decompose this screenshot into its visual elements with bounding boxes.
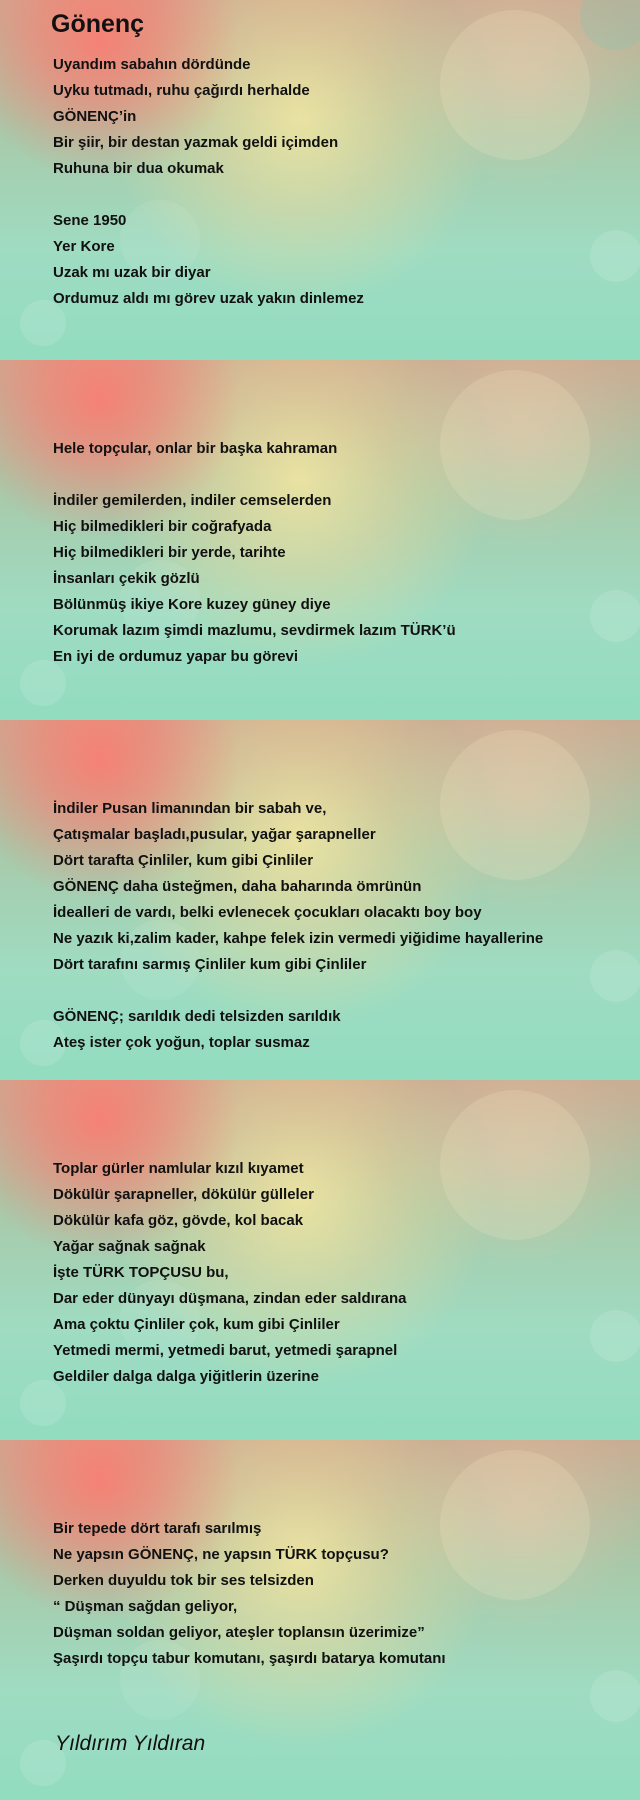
- poem-line: Bir tepede dört tarafı sarılmış: [53, 1520, 262, 1537]
- poem-panel-2: [0, 360, 640, 720]
- poem-line: Dört tarafta Çinliler, kum gibi Çinliler: [53, 852, 314, 869]
- poem-line: [53, 1490, 446, 1516]
- poem-line: En iyi de ordumuz yapar bu görevi: [53, 648, 299, 665]
- poem-line: [53, 410, 456, 436]
- poem-line: Dar eder dünyayı düşmana, zindan eder saldırana: [53, 1290, 407, 1307]
- poem-line: [53, 462, 456, 488]
- poem-line: Yer Kore: [53, 238, 115, 255]
- bokeh-decoration: [590, 950, 640, 1002]
- poem-line: Bir şiir, bir destan yazmak geldi içimden: [53, 134, 339, 151]
- poem-line: GÖNENÇ; sarıldık dedi telsizden sarıldık: [53, 1008, 341, 1025]
- poem-line: Ruhuna bir dua okumak: [53, 160, 224, 177]
- poem-line: Dökülür kafa göz, gövde, kol bacak: [53, 1212, 304, 1229]
- poem-line: İdealleri de vardı, belki evlenecek çocukları olacaktı boy boy: [53, 904, 482, 921]
- stanza: [53, 410, 456, 670]
- poem-line: Korumak lazım şimdi mazlumu, sevdirmek lazım TÜRK’ü: [53, 622, 456, 639]
- poem-line: Uzak mı uzak bir diyar: [53, 264, 211, 281]
- poem-line: Geldiler dalga dalga yiğitlerin üzerine: [53, 1368, 319, 1385]
- poem-line: Ne yapsın GÖNENÇ, ne yapsın TÜRK topçusu?: [53, 1546, 389, 1563]
- bokeh-decoration: [590, 590, 640, 642]
- stanza: [53, 52, 364, 312]
- poem-line: Derken duyuldu tok bir ses telsizden: [53, 1572, 314, 1589]
- poem-line: [53, 978, 543, 1004]
- poem-line: Düşman soldan geliyor, ateşler toplansın üzerimize”: [53, 1624, 425, 1641]
- bokeh-decoration: [590, 1310, 640, 1362]
- poem-line: Ordumuz aldı mı görev uzak yakın dinlemez: [53, 290, 364, 307]
- poem-panel-1: [0, 0, 640, 360]
- stanza: [53, 1490, 446, 1672]
- poem-line: Çatışmalar başladı,pusular, yağar şarapneller: [53, 826, 376, 843]
- poem-line: Dört tarafını sarmış Çinliler kum gibi Çinliler: [53, 956, 367, 973]
- bokeh-decoration: [440, 10, 590, 160]
- bokeh-decoration: [590, 230, 640, 282]
- bokeh-decoration: [440, 1090, 590, 1240]
- poem-line: Hiç bilmedikleri bir yerde, tarihte: [53, 544, 286, 561]
- poem-panel-5: [0, 1440, 640, 1800]
- poem-line: [53, 770, 543, 796]
- poem-line: Uyku tutmadı, ruhu çağırdı herhalde: [53, 82, 310, 99]
- poem-line: Ateş ister çok yoğun, toplar susmaz: [53, 1034, 310, 1051]
- poem-line: Toplar gürler namlular kızıl kıyamet: [53, 1160, 304, 1177]
- poem-line: [53, 1130, 406, 1156]
- poem-line: Yağar sağnak sağnak: [53, 1238, 206, 1255]
- poem-line: Hiç bilmedikleri bir coğrafyada: [53, 518, 272, 535]
- poem-line: Bölünmüş ikiye Kore kuzey güney diye: [53, 596, 331, 613]
- poem-line: [53, 182, 364, 208]
- poem-line: İndiler Pusan limanından bir sabah ve,: [53, 800, 327, 817]
- poem-line: İşte TÜRK TOPÇUSU bu,: [53, 1264, 229, 1281]
- bokeh-decoration: [440, 370, 590, 520]
- bokeh-decoration: [590, 1670, 640, 1722]
- poem-line: Yetmedi mermi, yetmedi barut, yetmedi şarapnel: [53, 1342, 398, 1359]
- poem-line: İndiler gemilerden, indiler cemselerden: [53, 492, 332, 509]
- poem-line: GÖNENÇ daha üsteğmen, daha baharında ömrünün: [53, 878, 422, 895]
- poem-line: GÖNENÇ’in: [53, 108, 137, 125]
- poem-line: İnsanları çekik gözlü: [53, 570, 200, 587]
- poem-line: Ama çoktu Çinliler çok, kum gibi Çinliler: [53, 1316, 340, 1333]
- poem-panel-4: [0, 1080, 640, 1440]
- poem-line: “ Düşman sağdan geliyor,: [53, 1598, 238, 1615]
- poem-line: Hele topçular, onlar bir başka kahraman: [53, 440, 338, 457]
- poem-line: Sene 1950: [53, 212, 127, 229]
- poem-line: Şaşırdı topçu tabur komutanı, şaşırdı batarya komutanı: [53, 1650, 446, 1667]
- poem-panel-3: [0, 720, 640, 1080]
- poem-line: Dökülür şarapneller, dökülür gülleler: [53, 1186, 314, 1203]
- bokeh-decoration: [580, 0, 640, 50]
- stanza: [53, 770, 543, 1056]
- poem-title: Gönenç: [51, 10, 145, 38]
- poem-line: Ne yazık ki,zalim kader, kahpe felek izin vermedi yiğidime hayallerine: [53, 930, 544, 947]
- poem-line: Uyandım sabahın dördünde: [53, 56, 251, 73]
- bokeh-decoration: [440, 1450, 590, 1600]
- poem-author: Yıldırım Yıldıran: [55, 1732, 206, 1755]
- stanza: [53, 1130, 406, 1390]
